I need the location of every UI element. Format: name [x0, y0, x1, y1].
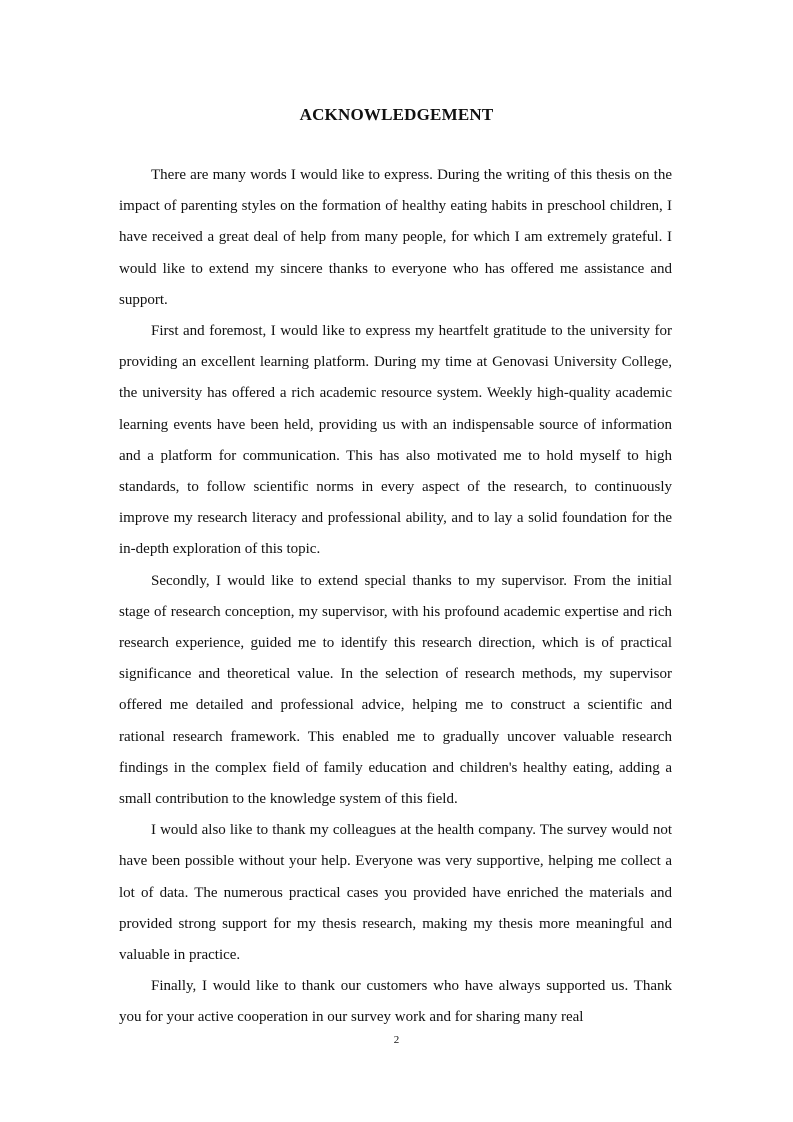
- paragraph-intro: There are many words I would like to express. During the writing of this thesis on the impact of parenting styles on the formation of healthy eating habits in preschool children, I have received a great deal of help from many people, for which I am extremely grateful. I would like to extend my sincere thanks to everyone who has offered me assistance and support.: [119, 167, 672, 308]
- acknowledgement-body: [119, 160, 672, 1034]
- paragraph-customers: Finally, I would like to thank our customers who have always supported us. Thank you for your active cooperation in our survey work and for sharing many real: [119, 978, 672, 1026]
- paragraph-university: First and foremost, I would like to express my heartfelt gratitude to the university for providing an excellent learning platform. During my time at Genovasi University College, the university has offered a rich academic resource system. Weekly high-quality academic learning events have been held, providing us with an indispensable source of information and a platform for communication. This has also motivated me to hold myself to high standards, to follow scientific norms in every aspect of the research, to continuously improve my research literacy and professional ability, and to lay a solid foundation for the in-depth exploration of this topic.: [119, 323, 672, 558]
- paragraph-supervisor: Secondly, I would like to extend special thanks to my supervisor. From the initial stage of research conception, my supervisor, with his profound academic expertise and rich research experience, guided me to identify this research direction, which is of practical significance and theoretical value. In the selection of research methods, my supervisor offered me detailed and professional advice, helping me to construct a scientific and rational research framework. This enabled me to gradually uncover valuable research findings in the complex field of family education and children's healthy eating, adding a small contribution to the knowledge system of this field.: [119, 572, 672, 808]
- paragraph-colleagues: I would also like to thank my colleagues at the health company. The survey would not have been possible without your help. Everyone was very supportive, helping me collect a lot of data. The numerous practical cases you provided have enriched the materials and provided strong support for my thesis research, making my thesis more meaningful and valuable in practice.: [119, 822, 672, 964]
- page-title: ACKNOWLEDGEMENT: [299, 105, 494, 124]
- page-number: 2: [393, 1034, 400, 1046]
